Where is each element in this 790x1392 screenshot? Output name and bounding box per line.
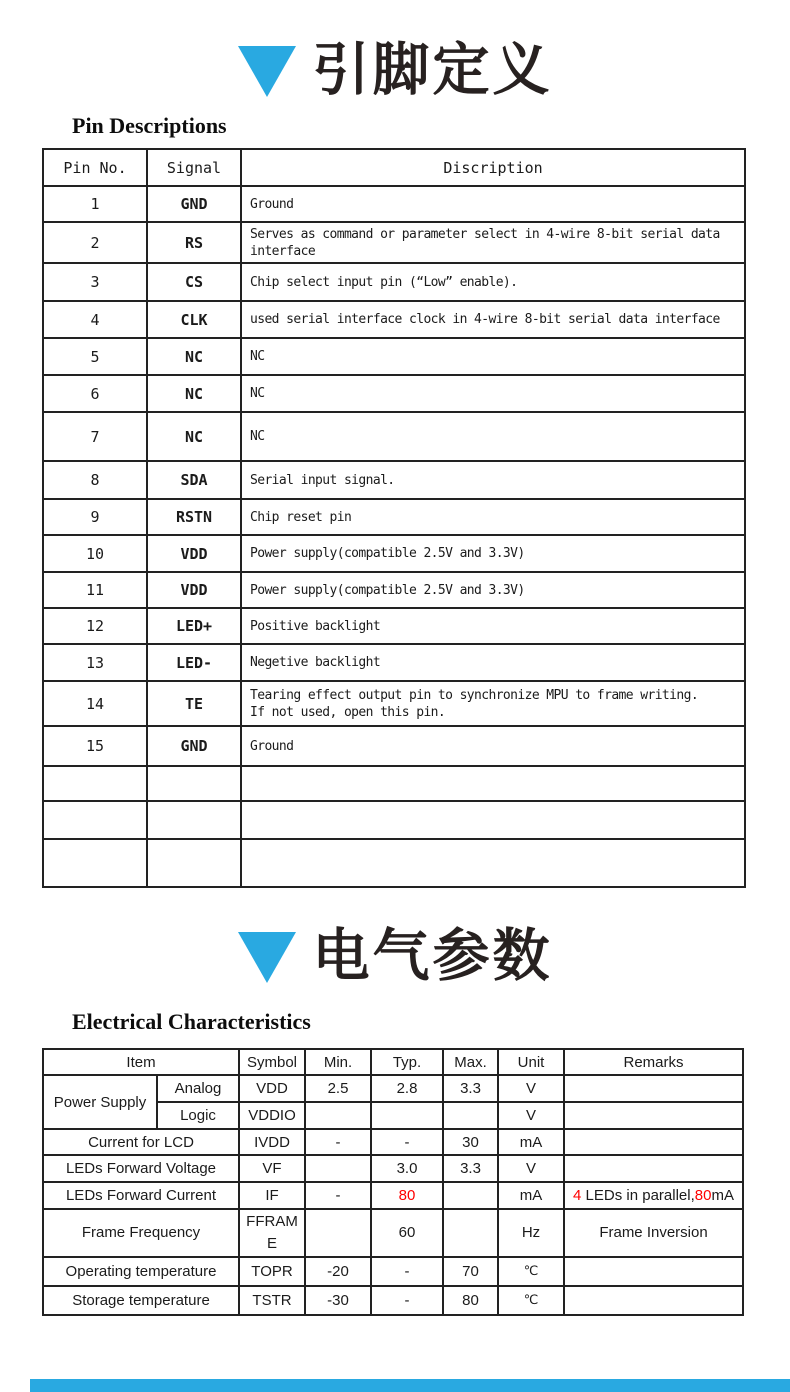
pin-description: [241, 839, 745, 887]
remarks-value: [564, 1129, 743, 1155]
min-value: -: [305, 1129, 371, 1155]
table-row: [43, 222, 745, 263]
pin-table-header-row: [43, 149, 745, 186]
item-name: Storage temperature: [43, 1286, 239, 1315]
max-value: [443, 1182, 498, 1209]
pin-number: 5: [43, 338, 147, 375]
remarks-value: 4 LEDs in parallel,80mA: [564, 1182, 743, 1209]
min-value: 2.5: [305, 1075, 371, 1102]
item-name: Power Supply: [43, 1075, 157, 1129]
remarks-value: [564, 1102, 743, 1129]
table-row: [43, 186, 745, 222]
max-value: 70: [443, 1257, 498, 1286]
pin-number: 11: [43, 572, 147, 608]
item-name: LEDs Forward Voltage: [43, 1155, 239, 1182]
col-header-max: Max.: [443, 1049, 498, 1075]
pin-description: Ground: [241, 186, 745, 222]
max-value: [443, 1209, 498, 1257]
unit-value: ℃: [498, 1286, 564, 1315]
pin-description: NC: [241, 412, 745, 461]
cyan-triangle-icon: [238, 932, 296, 983]
unit-value: V: [498, 1102, 564, 1129]
signal-name: [147, 766, 241, 801]
unit-value: Hz: [498, 1209, 564, 1257]
table-row: [43, 535, 745, 572]
min-value: -: [305, 1182, 371, 1209]
signal-name: GND: [147, 186, 241, 222]
symbol-value: TSTR: [239, 1286, 305, 1315]
pin-number: 15: [43, 726, 147, 766]
item-name: LEDs Forward Current: [43, 1182, 239, 1209]
table-row: [43, 644, 745, 681]
pin-description: Serial input signal.: [241, 461, 745, 499]
cyan-triangle-icon: [238, 46, 296, 97]
table-row: [43, 301, 745, 338]
table-row: [43, 681, 745, 726]
symbol-value: IF: [239, 1182, 305, 1209]
col-header-pin-no: Pin No.: [43, 149, 147, 186]
symbol-value: TOPR: [239, 1257, 305, 1286]
unit-value: V: [498, 1155, 564, 1182]
pin-description: used serial interface clock in 4-wire 8-bit serial data interface: [241, 301, 745, 338]
signal-name: [147, 839, 241, 887]
signal-name: CLK: [147, 301, 241, 338]
min-value: -30: [305, 1286, 371, 1315]
signal-name: VDD: [147, 572, 241, 608]
pin-number: 7: [43, 412, 147, 461]
table-row: [43, 1075, 743, 1102]
pin-number: 9: [43, 499, 147, 535]
unit-value: mA: [498, 1182, 564, 1209]
table-row-empty: [43, 801, 745, 839]
remarks-value: [564, 1286, 743, 1315]
col-header-unit: Unit: [498, 1049, 564, 1075]
item-name: Operating temperature: [43, 1257, 239, 1286]
table-row-empty: [43, 766, 745, 801]
signal-name: NC: [147, 412, 241, 461]
table-row: [43, 1129, 743, 1155]
col-header-signal: Signal: [147, 149, 241, 186]
pin-description: Chip reset pin: [241, 499, 745, 535]
signal-name: LED+: [147, 608, 241, 644]
pin-number: 6: [43, 375, 147, 412]
pin-number: 2: [43, 222, 147, 263]
table-row: [43, 726, 745, 766]
electrical-parameters-section-title: [0, 923, 790, 989]
table-row: [43, 499, 745, 535]
pin-description: Serves as command or parameter select in 4-wire 8-bit serial data interface: [241, 222, 745, 263]
pin-description: Power supply(compatible 2.5V and 3.3V): [241, 572, 745, 608]
item-sub-name: Analog: [157, 1075, 239, 1102]
symbol-value: IVDD: [239, 1129, 305, 1155]
table-row: [43, 338, 745, 375]
pin-description: Positive backlight: [241, 608, 745, 644]
electrical-characteristics-table: [42, 1048, 744, 1316]
typ-value: -: [371, 1257, 443, 1286]
table-row: [43, 461, 745, 499]
col-header-typ: Typ.: [371, 1049, 443, 1075]
table-row: [43, 375, 745, 412]
col-header-min: Min.: [305, 1049, 371, 1075]
pin-description: NC: [241, 338, 745, 375]
table-row: [43, 1257, 743, 1286]
pin-description: Ground: [241, 726, 745, 766]
table-row: [43, 1286, 743, 1315]
symbol-value: VF: [239, 1155, 305, 1182]
pin-definitions-section-title: [0, 0, 790, 103]
pin-description: NC: [241, 375, 745, 412]
pin-number: 12: [43, 608, 147, 644]
section-title-cn: 电气参数: [312, 923, 553, 989]
pin-number: 4: [43, 301, 147, 338]
signal-name: GND: [147, 726, 241, 766]
table-row: [43, 1209, 743, 1257]
signal-name: CS: [147, 263, 241, 301]
symbol-value: VDDIO: [239, 1102, 305, 1129]
col-header-symbol: Symbol: [239, 1049, 305, 1075]
item-name: Frame Frequency: [43, 1209, 239, 1257]
signal-name: RSTN: [147, 499, 241, 535]
pin-number: 1: [43, 186, 147, 222]
symbol-value: VDD: [239, 1075, 305, 1102]
section-title-cn: 引脚定义: [312, 37, 553, 103]
pin-description: Negetive backlight: [241, 644, 745, 681]
signal-name: SDA: [147, 461, 241, 499]
pin-table-container: [42, 148, 790, 888]
elec-table-container: [42, 1048, 790, 1316]
min-value: [305, 1102, 371, 1129]
signal-name: TE: [147, 681, 241, 726]
pin-description: Chip select input pin (“Low” enable).: [241, 263, 745, 301]
signal-name: NC: [147, 338, 241, 375]
table-row-empty: [43, 839, 745, 887]
col-header-remarks: Remarks: [564, 1049, 743, 1075]
pin-number: 8: [43, 461, 147, 499]
signal-name: [147, 801, 241, 839]
remarks-value: Frame Inversion: [564, 1209, 743, 1257]
min-value: [305, 1209, 371, 1257]
typ-value: 80: [371, 1182, 443, 1209]
pin-description: Power supply(compatible 2.5V and 3.3V): [241, 535, 745, 572]
col-header-description: Discription: [241, 149, 745, 186]
table-row: [43, 1155, 743, 1182]
typ-value: -: [371, 1286, 443, 1315]
pin-description: [241, 801, 745, 839]
signal-name: LED-: [147, 644, 241, 681]
unit-value: ℃: [498, 1257, 564, 1286]
signal-name: VDD: [147, 535, 241, 572]
max-value: [443, 1102, 498, 1129]
pin-description: [241, 766, 745, 801]
unit-value: V: [498, 1075, 564, 1102]
electrical-characteristics-heading: Electrical Characteristics: [72, 1009, 311, 1034]
item-name: Current for LCD: [43, 1129, 239, 1155]
elec-table-header-row: [43, 1049, 743, 1075]
table-row: [43, 1182, 743, 1209]
symbol-value: FFRAME: [239, 1209, 305, 1257]
pin-number: [43, 801, 147, 839]
min-value: -20: [305, 1257, 371, 1286]
item-sub-name: Logic: [157, 1102, 239, 1129]
pin-descriptions-table: [42, 148, 746, 888]
typ-value: -: [371, 1129, 443, 1155]
signal-name: NC: [147, 375, 241, 412]
remarks-value: [564, 1155, 743, 1182]
signal-name: RS: [147, 222, 241, 263]
remarks-value: [564, 1257, 743, 1286]
table-row: [43, 572, 745, 608]
pin-number: [43, 766, 147, 801]
table-row: [43, 412, 745, 461]
max-value: 30: [443, 1129, 498, 1155]
pin-number: 3: [43, 263, 147, 301]
max-value: 3.3: [443, 1155, 498, 1182]
typ-value: 60: [371, 1209, 443, 1257]
col-header-item: Item: [43, 1049, 239, 1075]
table-row: [43, 608, 745, 644]
max-value: 80: [443, 1286, 498, 1315]
max-value: 3.3: [443, 1075, 498, 1102]
pin-descriptions-heading: Pin Descriptions: [72, 113, 227, 138]
pin-number: 10: [43, 535, 147, 572]
pin-description: Tearing effect output pin to synchronize MPU to frame writing. If not used, open this pin.: [241, 681, 745, 726]
remarks-value: [564, 1075, 743, 1102]
table-row: [43, 263, 745, 301]
pin-number: 13: [43, 644, 147, 681]
pin-number: 14: [43, 681, 147, 726]
typ-value: 2.8: [371, 1075, 443, 1102]
footer-accent-bar: [30, 1379, 790, 1392]
typ-value: 3.0: [371, 1155, 443, 1182]
typ-value: [371, 1102, 443, 1129]
pin-number: [43, 839, 147, 887]
min-value: [305, 1155, 371, 1182]
unit-value: mA: [498, 1129, 564, 1155]
